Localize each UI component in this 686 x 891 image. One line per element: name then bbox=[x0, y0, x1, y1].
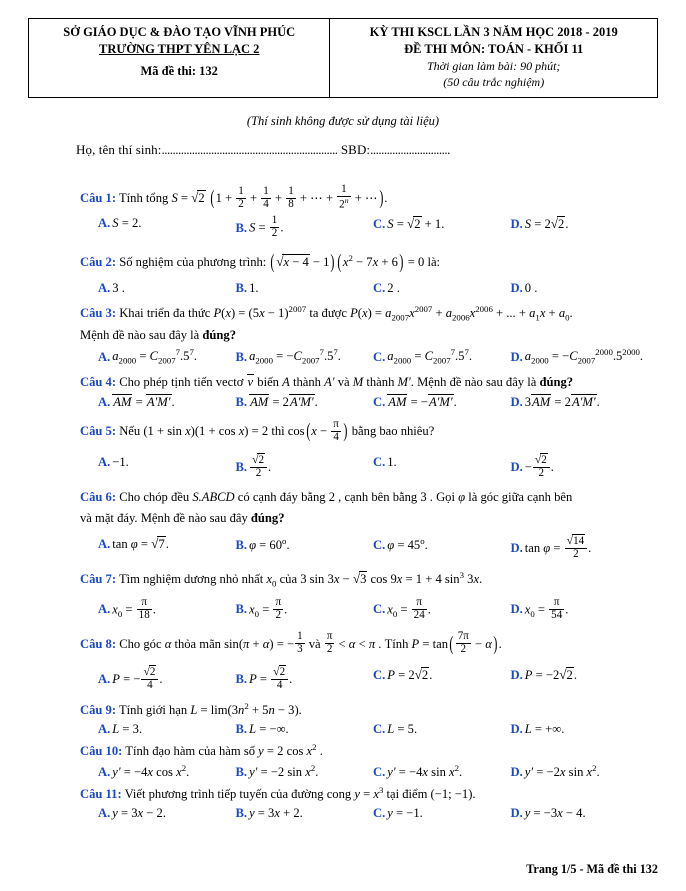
answer-3-B[interactable]: B. $a_{2000} = -C_{2007}^7.5^7$. bbox=[235, 347, 341, 367]
question-11-label: Câu 11: bbox=[80, 787, 122, 802]
answer-5-C-label: C. bbox=[373, 455, 386, 470]
answer-8-A[interactable]: A. P = − $\frac{√2}{4}$ . bbox=[98, 664, 163, 691]
question-8-answers bbox=[80, 664, 648, 693]
question-10-label: Câu 10: bbox=[80, 744, 123, 759]
question-1-label: Câu 1: bbox=[80, 191, 117, 206]
answer-9-D[interactable]: D. L = +∞. bbox=[510, 721, 565, 736]
exam-question-count: (50 câu trắc nghiệm) bbox=[443, 74, 545, 89]
answer-7-B-label: B. bbox=[235, 602, 248, 617]
answer-2-D-label: D. bbox=[510, 280, 523, 295]
questions-list bbox=[28, 184, 658, 821]
answer-2-A-label: A. bbox=[98, 280, 111, 295]
answer-2-B-text: 1. bbox=[249, 280, 259, 295]
answer-10-D[interactable]: D. y′ = −2x $\sin x^2$. bbox=[510, 763, 600, 780]
answer-11-C[interactable]: C. y = −1. bbox=[373, 806, 423, 821]
answer-3-A-label: A. bbox=[98, 349, 111, 364]
question-9-label: Câu 9: bbox=[80, 703, 117, 718]
question-3-line2-text: Mệnh đề nào sau đây là bbox=[80, 328, 200, 343]
answer-9-B[interactable]: B. L = −∞. bbox=[235, 721, 289, 736]
answer-2-B[interactable] bbox=[236, 281, 374, 296]
answer-11-A-label: A. bbox=[98, 806, 111, 821]
answer-7-A-label: A. bbox=[98, 602, 111, 617]
answer-8-C[interactable]: C. P = 2√2. bbox=[373, 666, 433, 682]
answer-11-D[interactable]: D. y = −3x − 4. bbox=[510, 806, 586, 821]
question-5-text: Nếu (1 + sin x)(1 + cos x) = 2 thì cos(x − $\frac{\pi}{4}$ ) bằng bao nhiêu? bbox=[119, 417, 435, 443]
answer-8-C-label: C. bbox=[373, 667, 386, 682]
answer-8-D[interactable]: D. P = −2√2. bbox=[510, 666, 577, 682]
answer-2-A[interactable] bbox=[98, 281, 236, 296]
answer-9-C[interactable]: C. L = 5. bbox=[373, 721, 418, 736]
question-5-answers bbox=[80, 455, 648, 481]
question-6-text: Cho chóp đều S.ABCD có cạnh đáy bằng 2 , cạnh bên bằng 3 . Gọi φ là góc giữa cạnh bên bbox=[119, 490, 573, 505]
question-11 bbox=[80, 784, 648, 804]
question-9-text: Tính giới hạn $L = \lim(3n^2 + 5n - 3)$. bbox=[118, 700, 302, 718]
question-7-text: Tìm nghiệm dương nhỏ nhất $x_0$ của 3 sin 3x − √3 cos 9x = 1 + 4 $\sin^3 3x$. bbox=[118, 569, 483, 589]
answer-4-D-label: D. bbox=[510, 394, 523, 409]
question-7 bbox=[80, 569, 648, 591]
answer-4-C-label: C. bbox=[373, 394, 386, 409]
answer-9-A-label: A. bbox=[98, 721, 111, 736]
exam-code: Mã đề thi: 132 bbox=[140, 63, 218, 78]
question-4-label: Câu 4: bbox=[80, 375, 117, 390]
answer-4-C[interactable]: C. AM = −A′M′. bbox=[373, 394, 457, 409]
header-exam-block bbox=[330, 19, 657, 97]
answer-9-A[interactable]: A. L = 3. bbox=[98, 721, 143, 736]
question-5 bbox=[80, 417, 648, 447]
answer-6-D[interactable]: D. tan φ = $\frac{√14}{2}$ . bbox=[510, 533, 592, 560]
question-8-label: Câu 8: bbox=[80, 636, 117, 651]
answer-2-C[interactable] bbox=[373, 281, 511, 296]
answer-5-B-label: B. bbox=[235, 460, 248, 475]
exam-note: (Thí sinh không được sử dụng tài liệu) bbox=[246, 114, 440, 129]
answer-10-B[interactable]: B. y′ = −2 $\sin x^2$. bbox=[235, 763, 319, 780]
answer-1-D[interactable]: D. S = 2√2. bbox=[510, 216, 569, 232]
question-1-text: Tính tổng S = √2 (1 + $\frac{1}{2}$ + $\frac{1}{4}$ + $\frac{1}{8}$ + ⋯ + $\frac{1}{2^n}$ + ⋯). bbox=[118, 183, 388, 212]
answer-11-B-label: B. bbox=[235, 806, 248, 821]
candidate-info-line bbox=[28, 142, 658, 158]
answer-4-B[interactable]: B. AM = 2A′M′. bbox=[235, 394, 318, 409]
answer-6-B-label: B. bbox=[235, 538, 248, 553]
question-1 bbox=[80, 184, 648, 214]
question-4 bbox=[80, 373, 648, 392]
answer-11-A[interactable]: A. y = 3x − 2. bbox=[98, 806, 166, 821]
question-2-answers bbox=[80, 281, 648, 296]
exam-header bbox=[28, 18, 658, 98]
question-6-line2 bbox=[80, 509, 648, 528]
answer-2-D[interactable] bbox=[511, 281, 649, 296]
answer-1-B-label: B. bbox=[235, 220, 248, 235]
answer-3-D[interactable]: D. $a_{2000} = -C_{2007}^{2000}.5^{2000}$. bbox=[510, 347, 644, 367]
answer-2-C-text: 2 . bbox=[387, 280, 400, 295]
header-school-block bbox=[29, 19, 330, 97]
answer-7-B[interactable]: B. $x_0$ = $\frac{\pi}{2}$ . bbox=[235, 595, 288, 621]
answer-2-D-text: 0 . bbox=[524, 280, 538, 295]
question-2-text: Số nghiệm của phương trình: (√x − 4 − 1) $(x^2 - 7x + 6) = 0$ là: bbox=[119, 251, 441, 274]
exam-subject: ĐỀ THI MÔN: TOÁN - KHỐI 11 bbox=[404, 41, 584, 56]
answer-10-B-label: B. bbox=[235, 765, 248, 780]
answer-4-D[interactable]: D. 3AM = 2A′M′. bbox=[510, 394, 600, 409]
answer-2-C-label: C. bbox=[373, 280, 386, 295]
question-3 bbox=[80, 303, 648, 325]
school-name: TRƯỜNG THPT YÊN LẠC 2 bbox=[99, 41, 260, 56]
answer-9-B-label: B. bbox=[235, 721, 248, 736]
answer-6-A-label: A. bbox=[98, 536, 111, 551]
question-2-label: Câu 2: bbox=[80, 255, 117, 270]
question-3-line2-bold: đúng? bbox=[202, 328, 237, 343]
answer-8-A-label: A. bbox=[98, 671, 111, 686]
candidate-sbd-label: SBD: bbox=[340, 142, 371, 158]
question-6 bbox=[80, 488, 648, 507]
answer-4-A[interactable]: A. AM = A′M′. bbox=[98, 394, 175, 409]
answer-3-C-label: C. bbox=[373, 349, 386, 364]
answer-11-B[interactable]: B. y = 3x + 2. bbox=[235, 806, 303, 821]
question-8 bbox=[80, 630, 648, 660]
answer-4-B-label: B. bbox=[235, 394, 248, 409]
question-10 bbox=[80, 741, 648, 761]
candidate-name-label: Họ, tên thí sinh: bbox=[76, 142, 162, 158]
answer-10-A-label: A. bbox=[98, 765, 111, 780]
answer-6-B[interactable]: B. $\varphi = 60^o$. bbox=[235, 535, 290, 553]
answer-5-C[interactable]: C. 1. bbox=[373, 455, 397, 470]
question-3-label: Câu 3: bbox=[80, 305, 117, 320]
answer-8-B-label: B. bbox=[235, 671, 248, 686]
answer-3-B-label: B. bbox=[235, 349, 248, 364]
answer-7-D[interactable]: D. $x_0$ = $\frac{\pi}{54}$ . bbox=[510, 595, 569, 621]
answer-8-B[interactable]: B. P = $\frac{√2}{4}$ . bbox=[235, 664, 293, 691]
question-11-text: Viết phương trình tiếp tuyến của đường cong $y = x^3$ tại điểm (−1; −1). bbox=[124, 785, 476, 802]
department-name: SỞ GIÁO DỤC & ĐÀO TẠO VĨNH PHÚC bbox=[63, 25, 296, 39]
answer-9-D-label: D. bbox=[510, 721, 523, 736]
question-6-line2-bold: đúng? bbox=[250, 511, 285, 525]
answer-7-D-label: D. bbox=[510, 602, 523, 617]
answer-10-A[interactable]: A. y′ = −4x $\cos x^2$. bbox=[98, 763, 190, 780]
answer-11-D-label: D. bbox=[510, 806, 523, 821]
answer-3-C[interactable]: C. $a_{2000} = C_{2007}^7.5^7$. bbox=[373, 347, 473, 367]
answer-1-B[interactable]: B. S = $\frac{1}{2}$ . bbox=[235, 214, 284, 240]
question-10-answers bbox=[80, 763, 648, 780]
exam-title: KỲ THI KSCL LẦN 3 NĂM HỌC 2018 - 2019 bbox=[369, 25, 618, 39]
answer-1-A[interactable]: A. S = 2. bbox=[98, 216, 142, 231]
answer-7-C-label: C. bbox=[373, 602, 386, 617]
answer-10-C-label: C. bbox=[373, 765, 386, 780]
page-footer: Trang 1/5 - Mã đề thi 132 bbox=[526, 862, 658, 876]
question-11-answers bbox=[80, 806, 648, 821]
answer-5-A-label: A. bbox=[98, 455, 111, 470]
answer-1-A-label: A. bbox=[98, 216, 111, 231]
answer-9-C-label: C. bbox=[373, 721, 386, 736]
question-1-answers bbox=[80, 216, 648, 241]
question-9-answers bbox=[80, 722, 648, 737]
answer-1-D-label: D. bbox=[510, 217, 523, 232]
answer-5-D-label: D. bbox=[510, 460, 523, 475]
answer-3-D-label: D. bbox=[510, 349, 523, 364]
answer-5-D[interactable]: D. − $\frac{√2}{2}$ . bbox=[510, 453, 554, 480]
question-9 bbox=[80, 700, 648, 720]
answer-6-A[interactable]: A. tan φ = √7. bbox=[98, 535, 169, 551]
question-7-answers bbox=[80, 595, 648, 623]
candidate-sbd-dots: ............................. bbox=[370, 142, 450, 158]
question-3-text: Khai triển đa thức $P(x) = (5x - 1)^{2007}$ ta được $P(x) = a_{2007}x^{2007} + a_{2006}x^{2006}$ + ... + $a_1x + a_0$. bbox=[119, 303, 573, 323]
exam-duration: Thời gian làm bài: 90 phút; bbox=[427, 58, 561, 73]
candidate-name-dots: ................................................................ bbox=[161, 142, 338, 158]
question-4-answers bbox=[80, 394, 648, 410]
answer-6-C[interactable]: C. $\varphi = 45^o$. bbox=[373, 535, 428, 553]
answer-3-A[interactable]: A. $a_{2000} = C_{2007}^7.5^7$. bbox=[98, 347, 198, 367]
answer-7-A[interactable]: A. $x_0$ = $\frac{\pi}{18}$ . bbox=[98, 595, 156, 621]
answer-10-C[interactable]: C. y′ = −4x $\sin x^2$. bbox=[373, 763, 463, 780]
question-3-line2 bbox=[80, 326, 648, 345]
answer-4-A-label: A. bbox=[98, 394, 111, 409]
answer-11-C-label: C. bbox=[373, 806, 386, 821]
answer-6-D-label: D. bbox=[510, 540, 523, 555]
question-8-text: Cho góc α thỏa mãn sin(π + α) = − $\frac{1}{3}$ và $\frac{\pi}{2}$ < α < π . Tính P = tan( $\frac{7\pi}{2}$ − α). bbox=[119, 630, 502, 656]
answer-1-C-label: C. bbox=[373, 217, 386, 232]
question-7-label: Câu 7: bbox=[80, 572, 117, 587]
question-6-label: Câu 6: bbox=[80, 490, 117, 505]
question-4-text: Cho phép tịnh tiến vectơ v biến A thành A′ và M thành M′. Mệnh đề nào sau đây là đúng? bbox=[119, 375, 574, 390]
question-6-line2-text: và mặt đáy. Mệnh đề nào sau đây bbox=[80, 511, 248, 525]
answer-5-B[interactable]: B. $\frac{√2}{2}$ . bbox=[235, 453, 272, 480]
question-6-answers bbox=[80, 533, 648, 562]
question-2 bbox=[80, 248, 648, 278]
answer-8-D-label: D. bbox=[510, 667, 523, 682]
answer-2-B-label: B. bbox=[235, 280, 248, 295]
question-3-answers bbox=[80, 347, 648, 366]
answer-5-A[interactable]: A. −1. bbox=[98, 455, 129, 470]
answer-2-A-text: 3 . bbox=[112, 280, 125, 295]
question-10-text: Tính đạo hàm của hàm số y = 2 $\cos x^2$ . bbox=[125, 741, 323, 759]
answer-10-D-label: D. bbox=[510, 765, 523, 780]
answer-1-C[interactable]: C. S = √2 + 1. bbox=[373, 216, 445, 232]
answer-6-C-label: C. bbox=[373, 538, 386, 553]
answer-7-C[interactable]: C. $x_0$ = $\frac{\pi}{24}$ . bbox=[373, 595, 431, 621]
question-5-label: Câu 5: bbox=[80, 423, 117, 438]
